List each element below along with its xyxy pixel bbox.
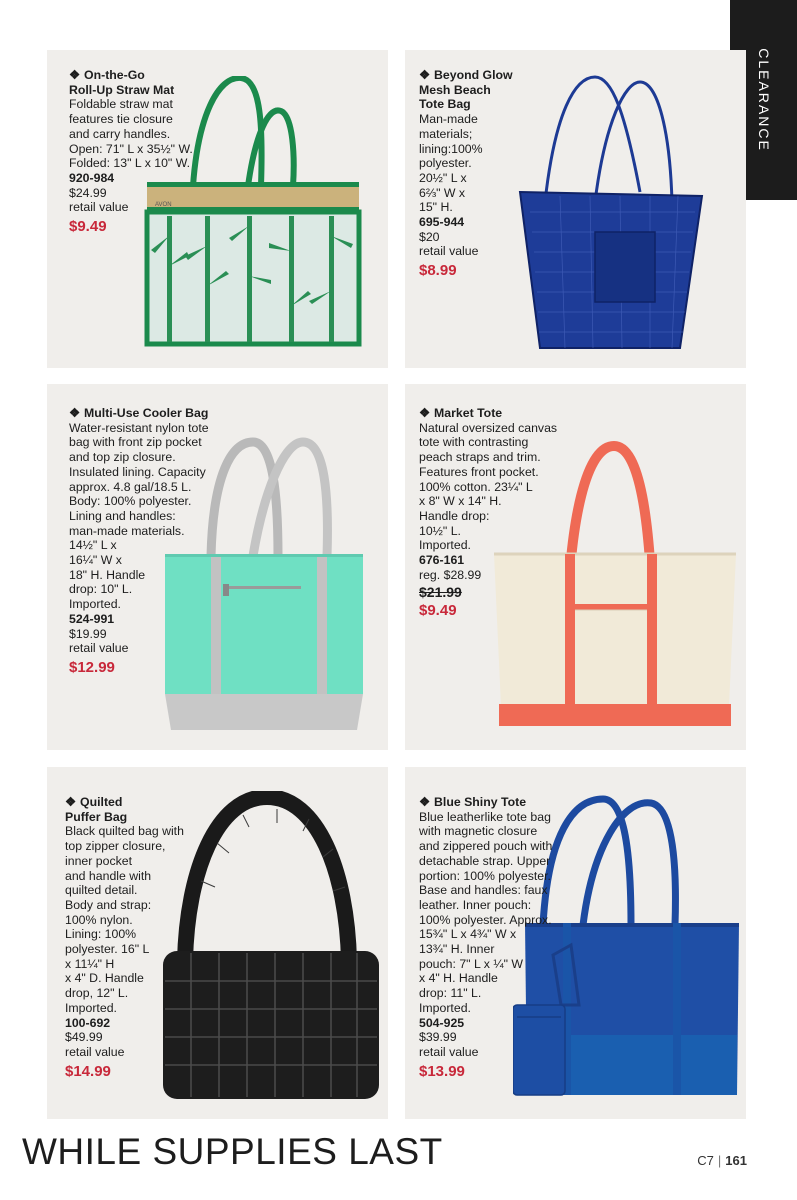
product-name-line-1: ❖ Quilted (65, 795, 123, 809)
product-desc-line: leather. Inner pouch: (419, 897, 532, 912)
bullet-icon: ❖ (69, 406, 81, 420)
product-desc-line: with magnetic closure (419, 824, 538, 839)
product-desc-line: drop: 11" L. (419, 986, 482, 1001)
product-desc-line: lining:100% (419, 141, 483, 156)
sale-price: $12.99 (69, 658, 115, 676)
product-desc-line: quilted detail. (65, 883, 138, 898)
product-desc-line: Lining: 100% (65, 927, 137, 942)
product-desc-line: pouch: 7" L x ¼" W (419, 956, 523, 971)
product-desc-line: Body and strap: (65, 897, 152, 912)
product-desc-line: 18" H. Handle (69, 567, 146, 582)
product-desc-line: Features front pocket. (419, 464, 539, 479)
sale-price: $14.99 (65, 1062, 111, 1080)
page-number (697, 1153, 747, 1168)
retail-price: $19.99 (69, 626, 107, 641)
section-code: C7 (697, 1153, 714, 1168)
product-desc-line: polyester. (419, 156, 472, 171)
product-desc-line: peach straps and trim. (419, 450, 541, 465)
retail-price: $49.99 (65, 1030, 103, 1045)
product-sku: 524-991 (69, 611, 115, 626)
product-desc-line: Imported. (69, 597, 121, 612)
clearance-label: CLEARANCE (755, 48, 772, 152)
retail-price: $39.99 (419, 1030, 457, 1045)
product-desc-line: Imported. (419, 538, 471, 553)
bullet-icon: ❖ (419, 406, 431, 420)
retail-value-label: retail value (69, 200, 129, 215)
product-desc-line: drop: 10" L. (69, 582, 133, 597)
product-desc-line: Base and handles: faux (419, 883, 548, 898)
product-desc-line: and carry handles. (69, 126, 171, 141)
sale-price: $8.99 (419, 262, 457, 280)
product-desc-line: 13¾" H. Inner (419, 942, 495, 957)
product-sku: 504-925 (419, 1015, 465, 1030)
product-desc-line: drop, 12" L. (65, 986, 129, 1001)
product-desc-line: 15" H. (419, 200, 453, 215)
product-name-line-1: ❖ Blue Shiny Tote (419, 795, 527, 809)
retail-price: $24.99 (69, 185, 107, 200)
product-desc-line: and top zip closure. (69, 450, 176, 465)
sale-price: $13.99 (419, 1062, 465, 1080)
retail-value-label: retail value (419, 244, 479, 259)
while-supplies-last-banner: WHILE SUPPLIES LAST (22, 1131, 443, 1172)
product-card-straw-mat[interactable] (47, 50, 388, 368)
product-name-line-1: ❖ Market Tote (419, 406, 503, 420)
product-desc-line: Insulated lining. Capacity (69, 464, 206, 479)
product-name-line-2: Mesh Beach (419, 82, 491, 97)
product-desc-line: 6⅔" W x (419, 185, 466, 200)
product-desc-line: 100% nylon. (65, 912, 133, 927)
product-desc-line: top zipper closure, (65, 839, 166, 854)
product-sku: 695-944 (419, 215, 465, 230)
product-desc-line: 20½" L x (419, 170, 467, 185)
retail-price: $20 (419, 229, 440, 244)
product-desc-line: Body: 100% polyester. (69, 494, 192, 509)
product-name-line-1: ❖ On-the-Go (69, 68, 145, 82)
page-number-value: 161 (725, 1153, 747, 1168)
product-desc-line: materials; (419, 126, 473, 141)
product-card-market-tote[interactable] (405, 384, 746, 750)
product-desc-line: Foldable straw mat (69, 97, 173, 112)
product-desc-line: tote with contrasting (419, 435, 529, 450)
product-desc-line: 16¼" W x (69, 553, 122, 568)
product-card-mesh-tote[interactable] (405, 50, 746, 368)
product-desc-line: portion: 100% polyester. (419, 868, 551, 883)
product-desc-line: Imported. (419, 1000, 471, 1015)
retail-value-label: retail value (65, 1044, 125, 1059)
product-desc-line: 100% polyester. Approx. (419, 912, 552, 927)
product-desc-line: Blue leatherlike tote bag (419, 809, 551, 824)
product-desc-line: and handle with (65, 868, 152, 883)
product-desc-line: 14½" L x (69, 538, 117, 553)
product-desc-line: bag with front zip pocket (69, 435, 202, 450)
sale-price: $9.49 (419, 602, 457, 620)
bullet-icon: ❖ (65, 795, 77, 809)
puffer-bag-image (157, 791, 385, 1107)
product-sku: 676-161 (419, 553, 465, 568)
product-sku: 100-692 (65, 1015, 111, 1030)
product-desc-line: and zippered pouch with (419, 839, 553, 854)
product-desc-line: Black quilted bag with (65, 824, 184, 839)
bullet-icon: ❖ (419, 795, 431, 809)
product-name-line-1: ❖ Beyond Glow (419, 68, 513, 82)
product-card-blue-tote[interactable] (405, 767, 746, 1119)
mesh-tote-image (500, 72, 720, 352)
regular-price: reg. $28.99 (419, 567, 482, 582)
product-desc-line: x 8" W x 14" H. (419, 494, 502, 509)
product-desc-line: Imported. (65, 1000, 117, 1015)
product-desc-line: features tie closure (69, 112, 173, 127)
former-price: $21.99 (419, 584, 462, 601)
product-name-line-2: Puffer Bag (65, 809, 128, 824)
product-desc-line: approx. 4.8 gal/18.5 L. (69, 479, 192, 494)
product-desc-line: Open: 71" L x 35½" W. (69, 141, 193, 156)
product-desc-line: man-made materials. (69, 523, 185, 538)
product-desc-line: Handle drop: (419, 508, 490, 523)
mat-label: AVON (155, 202, 172, 208)
product-desc-line: polyester. 16" L (65, 942, 150, 957)
sale-price: $9.49 (69, 218, 107, 236)
product-desc-line: Water-resistant nylon tote (69, 420, 209, 435)
product-desc-line: 10½" L. (419, 523, 461, 538)
product-desc-line: 100% cotton. 23¼" L (419, 479, 533, 494)
product-name-line-2: Roll-Up Straw Mat (69, 82, 175, 97)
bullet-icon: ❖ (419, 68, 431, 82)
product-desc-line: Lining and handles: (69, 508, 176, 523)
product-desc-line: inner pocket (65, 853, 132, 868)
product-desc-line: Man-made (419, 112, 478, 127)
product-name-line-1: ❖ Multi-Use Cooler Bag (69, 406, 209, 420)
product-desc-line: x 11¼" H (65, 956, 115, 971)
product-desc-line: Natural oversized canvas (419, 420, 558, 435)
page-separator: | (717, 1153, 722, 1168)
product-card-cooler-bag[interactable] (47, 384, 388, 750)
product-sku: 920-984 (69, 170, 115, 185)
bullet-icon: ❖ (69, 68, 81, 82)
product-desc-line: detachable strap. Upper (419, 853, 551, 868)
product-desc-line: x 4" H. Handle (419, 971, 498, 986)
product-name-line-3: Tote Bag (419, 97, 471, 112)
retail-value-label: retail value (419, 1044, 479, 1059)
product-desc-line: x 4" D. Handle (65, 971, 144, 986)
product-card-puffer-bag[interactable] (47, 767, 388, 1119)
product-desc-line: Folded: 13" L x 10" W. (69, 156, 191, 171)
product-desc-line: 15¾" L x 4¾" W x (419, 927, 517, 942)
retail-value-label: retail value (69, 641, 129, 656)
